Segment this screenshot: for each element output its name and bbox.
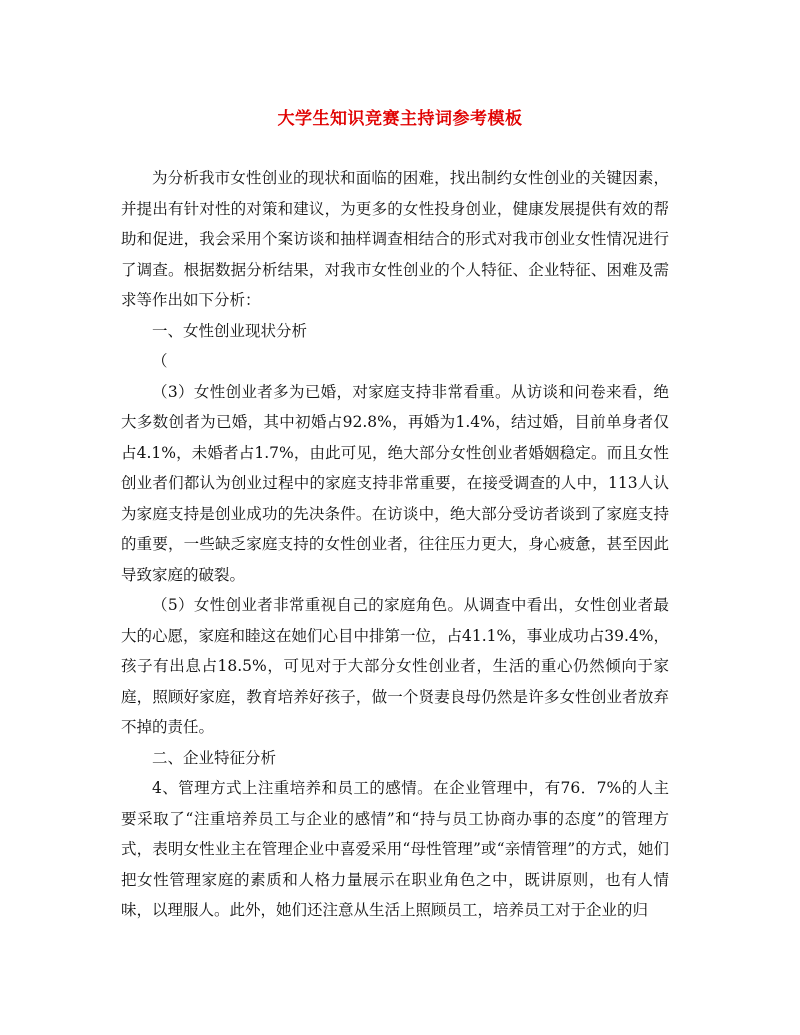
fragment-paragraph: （ [152,352,168,370]
document-body [121,163,669,926]
document-title: 大学生知识竞赛主持词参考模板 [277,109,523,129]
paragraph-item-5: （5）女性创业者非常重视自己的家庭角色。从调查中看出，女性创业者最大的心愿，家庭和睦这在她们心目中排第一位，占41.1%，事业成功占39.4%，孩子有出息占18.5%，可见对于大部分女性创业者，生活的重心仍然倾向于家庭，照顾好家庭，教育培养好孩子，做一个贤妻良母仍然是许多女性创业者放弃不掉的责任。 [121,596,669,736]
section-heading-2: 二、企业特征分析 [152,748,277,767]
paragraph-item-4: 4、管理方式上注重培养和员工的感情。在企业管理中，有76．7%的人主要采取了“注重培养员工与企业的感情”和“持与员工协商办事的态度”的管理方式，表明女性业主在管理企业中喜爱采用“母性管理”或“亲情管理”的方式，她们把女性管理家庭的素质和人格力量展示在职业角色之中，既讲原则，也有人情味，以理服人。此外，她们还注意从生活上照顾员工，培养员工对于企业的归 [121,779,669,919]
intro-paragraph: 为分析我市女性创业的现状和面临的困难，找出制约女性创业的关键因素，并提出有针对性的对策和建议，为更多的女性投身创业，健康发展提供有效的帮助和促进，我会采用个案访谈和抽样调查相结合的形式对我市创业女性情况进行了调查。根据数据分析结果，对我市女性创业的个人特征、企业特征、困难及需求等作出如下分析： [121,169,669,309]
section-heading-1: 一、女性创业现状分析 [152,321,308,340]
paragraph-item-3: （3）女性创业者多为已婚，对家庭支持非常看重。从访谈和问卷来看，绝大多数创者为已婚，其中初婚占92.8%，再婚为1.4%，结过婚，目前单身者仅占4.1%，未婚者占1.7%，由此可见，绝大部分女性创业者婚姻稳定。而且女性创业者们都认为创业过程中的家庭支持非常重要，在接受调查的人中，113人认为家庭支持是创业成功的先决条件。在访谈中，绝大部分受访者谈到了家庭支持的重要，一些缺乏家庭支持的女性创业者，往往压力更大，身心疲惫，甚至因此导致家庭的破裂。 [121,382,669,584]
